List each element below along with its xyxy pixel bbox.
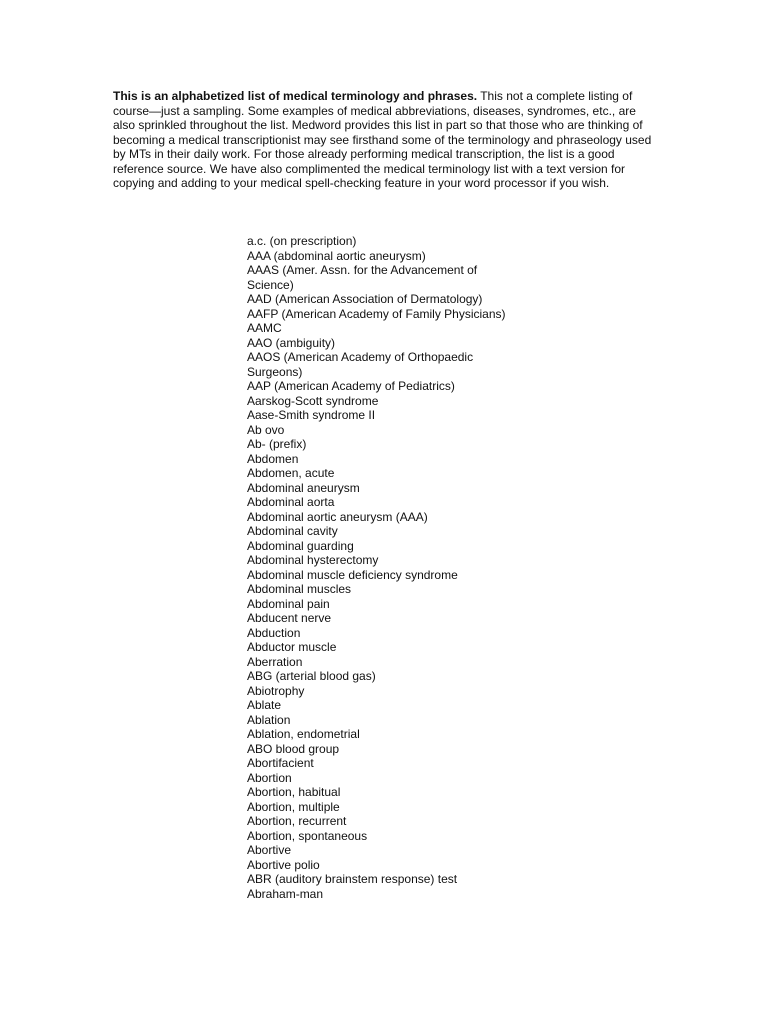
term-list-item: Abortion, recurrent (247, 814, 347, 828)
intro-lead: This is an alphabetized list of medical terminology and phrases. (113, 89, 478, 103)
intro-body: This not a complete listing of course—just a sampling. Some examples of medical abbreviations, diseases, syndromes, etc., are also sprinkled throughout the list. Medword provides this list in part so that those who are thinking of becoming a medical transcriptionist may see firsthand some of the terminology and phraseology used by MTs in their daily work. For those already performing medical transcription, the list is a good reference source. We have also complimented the medical terminology list with a text version for copying and adding to your medical spell-checking feature in your word processor if you wish. (113, 89, 652, 190)
term-list-item: Abortion, multiple (247, 799, 340, 814)
term-list-item: ABG (arterial blood gas) (247, 669, 376, 683)
term-list-item: AAD (American Association of Dermatology) (247, 292, 483, 306)
term-list-item: Abdominal aorta (247, 495, 335, 509)
term-list-item: Aase-Smith syndrome II (247, 408, 376, 422)
term-list-item: Abortion, habitual (247, 785, 341, 799)
term-list-item: Abductor muscle (247, 640, 337, 654)
term-list-item: AAO (ambiguity) (247, 335, 336, 350)
term-list-item: AAAS (Amer. Assn. for the Advancement of (247, 263, 478, 277)
term-list-item: Abdominal pain (247, 596, 330, 611)
term-list-item: AAA (abdominal aortic aneurysm) (247, 248, 426, 263)
term-list-item: Abdominal muscle deficiency syndrome (247, 567, 458, 582)
term-list-item: Abortive (247, 843, 292, 857)
term-list-item: Ablation, endometrial (247, 727, 360, 741)
term-list-item: AAOS (American Academy of Orthopaedic (247, 350, 474, 364)
term-list-item: Ab ovo (247, 422, 285, 437)
term-list-item: Abdominal aortic aneurysm (AAA) (247, 509, 428, 524)
term-list-item: ABR (auditory brainstem response) test (247, 872, 458, 886)
term-list-item: Abortion (247, 770, 292, 785)
intro-paragraph (113, 89, 661, 191)
term-list-item: Abortifacient (247, 756, 314, 770)
term-list-item: Abdomen (247, 451, 299, 466)
term-list-item: Abraham-man (247, 886, 324, 901)
term-list-item: Ablation (247, 712, 291, 727)
term-list-item: Aberration (247, 654, 303, 669)
term-list-item: Abdominal cavity (247, 524, 338, 538)
term-list-item: ABO blood group (247, 741, 340, 756)
term-list-item: Ab- (prefix) (247, 437, 307, 451)
term-list-item: AAP (American Academy of Pediatrics) (247, 379, 455, 393)
term-list-item: Abdominal hysterectomy (247, 553, 379, 567)
term-list-item: Abduction (247, 625, 301, 640)
term-list-item: Abortive polio (247, 857, 320, 872)
term-list-item: AAMC (247, 321, 282, 335)
term-list-item: Abortion, spontaneous (247, 828, 368, 843)
term-list-item: AAFP (American Academy of Family Physicians) (247, 306, 506, 321)
term-list-item: Ablate (247, 698, 282, 712)
term-list-item: Abiotrophy (247, 683, 305, 698)
term-list-item: Abdominal aneurysm (247, 480, 360, 495)
terminology-list (247, 234, 547, 901)
term-list-item: a.c. (on prescription) (247, 234, 357, 248)
term-list-item: Abdominal guarding (247, 538, 354, 553)
term-list-item: Aarskog-Scott syndrome (247, 393, 379, 408)
term-list-item: Abducent nerve (247, 611, 332, 625)
term-list-item: Abdomen, acute (247, 466, 335, 480)
term-list-item: Abdominal muscles (247, 582, 352, 596)
term-list-item: Surgeons) (247, 364, 303, 379)
term-list-item: Science) (247, 277, 294, 292)
